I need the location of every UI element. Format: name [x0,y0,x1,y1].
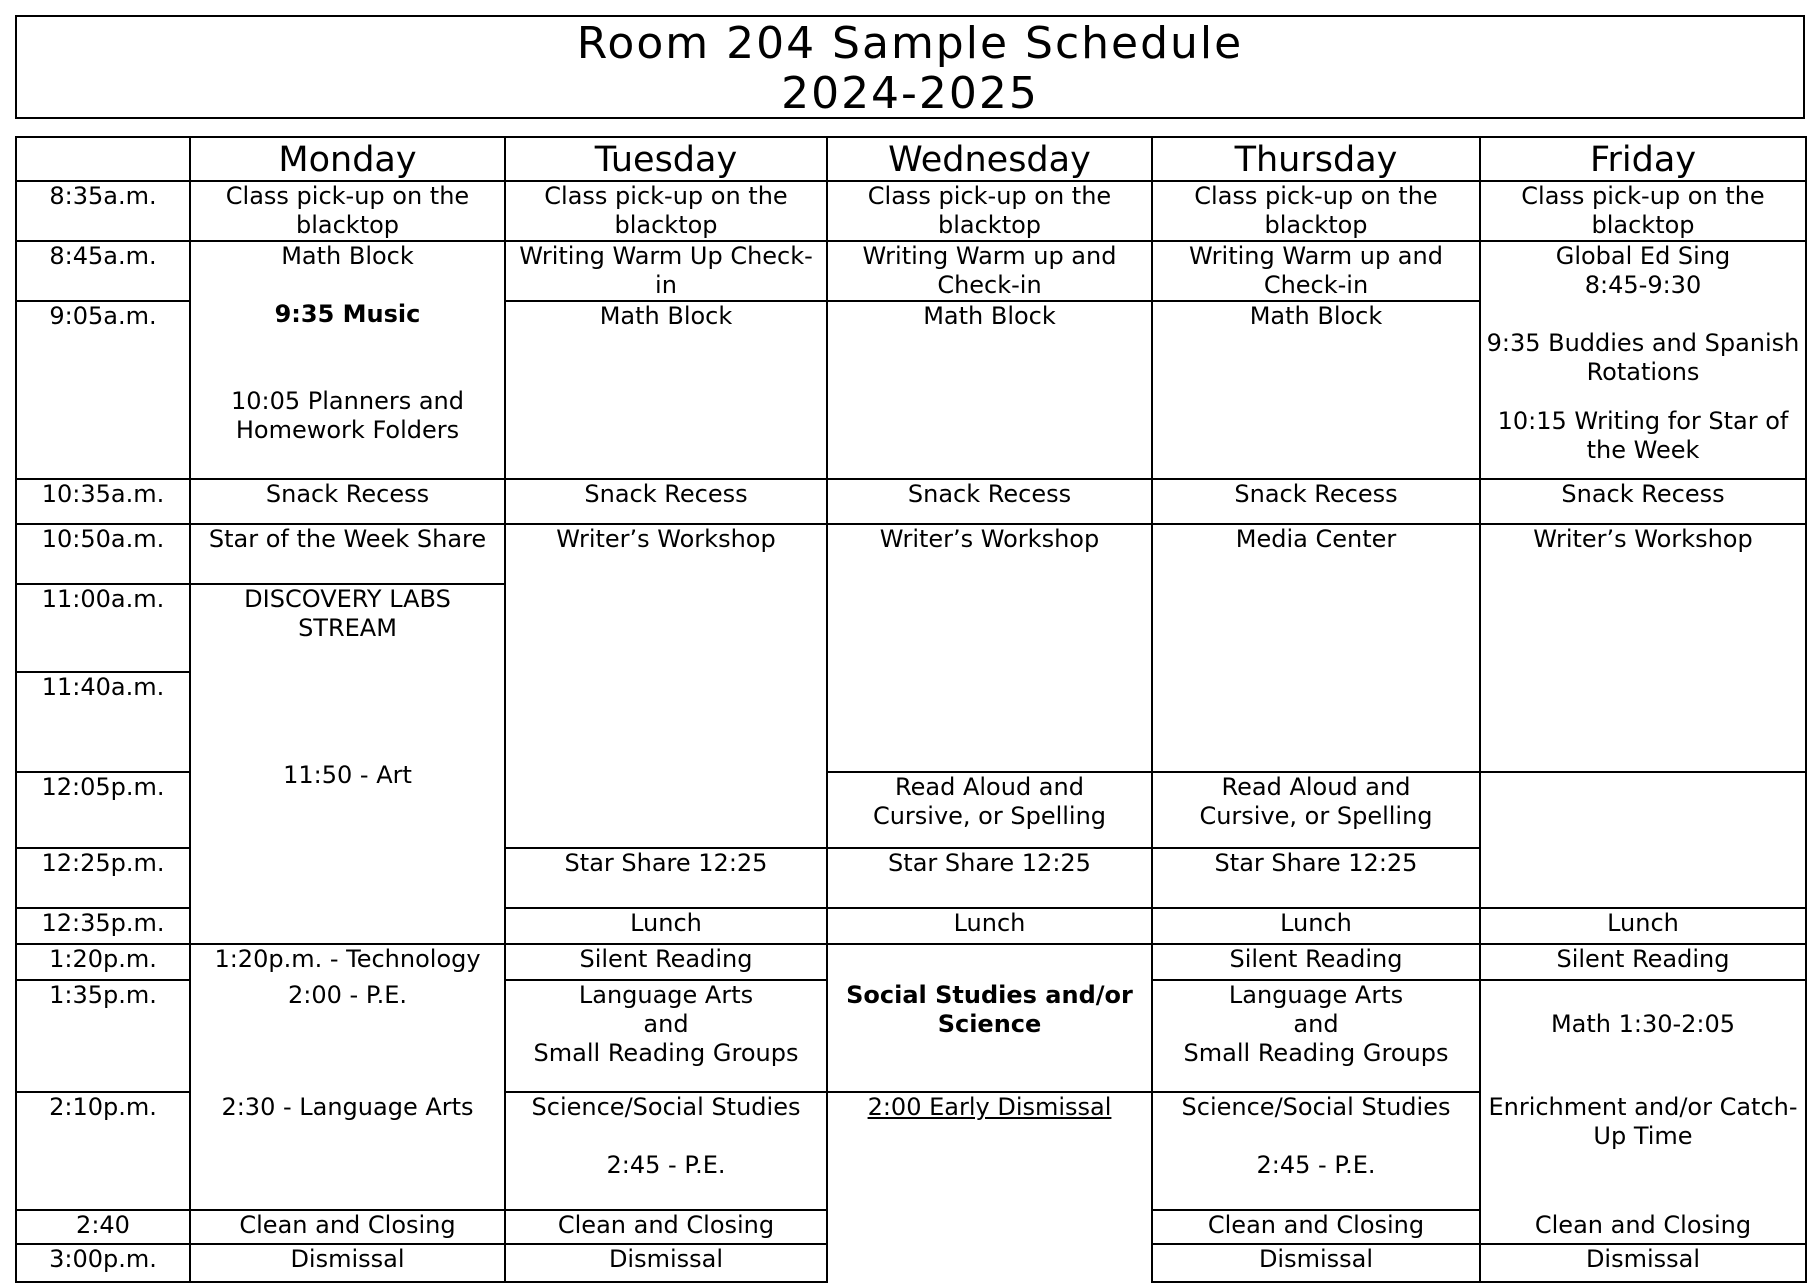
monday-pe: 2:00 - P.E. [288,981,407,1009]
tuesday-read-aloud-line2: Cursive, or Spelling [872,802,1107,831]
friday-global-ed-time: 8:45-9:30 [1584,271,1702,299]
monday-clean: Clean and Closing [190,1210,505,1244]
time-label: 2:40 [16,1210,190,1244]
monday-stream: STREAM [298,614,397,642]
thursday-dismissal: Dismissal [1152,1244,1480,1282]
monday-star: Star of the Week Share [190,524,505,584]
tuesday-pe: 2:45 - P.E. [606,1151,726,1179]
friday-clean: Clean and Closing [1480,1210,1806,1244]
thursday-pickup: Class pick-up on the blacktop [1152,181,1480,241]
monday-planners: 10:05 Planners and Homework Folders [231,387,464,444]
table-row [16,524,1806,584]
tuesday-read-aloud [827,772,1152,848]
time-label: 10:50a.m. [16,524,190,584]
wednesday-early-dismissal [827,1092,1152,1282]
friday-enrichment: Enrichment and/or Catch-Up Time [1488,1093,1798,1150]
friday-writing-star: 10:15 Writing for Star of the Week [1497,407,1789,464]
tuesday-science-text: Science/Social Studies [531,1093,801,1121]
tuesday-la-line2: and [643,1010,689,1038]
monday-snack: Snack Recess [190,479,505,524]
monday-pickup: Class pick-up on the blacktop [190,181,505,241]
wednesday-snack: Snack Recess [827,479,1152,524]
corner-cell [16,137,190,181]
thursday-star-share: Star Share 12:25 [1152,848,1480,908]
thursday-media-center: Media Center [1152,524,1480,772]
time-label: 1:35p.m. [16,980,190,1092]
time-label: 12:05p.m. [16,772,190,848]
time-label: 12:35p.m. [16,908,190,944]
friday-snack: Snack Recess [1480,479,1806,524]
wednesday-social-studies-text: Social Studies and/or Science [846,981,1133,1038]
wednesday-social-studies [827,944,1152,1092]
monday-art: 11:50 - Art [283,761,412,789]
time-label: 12:25p.m. [16,848,190,908]
thursday-language-arts [1152,980,1480,1092]
friday-dismissal: Dismissal [1480,1244,1806,1282]
tuesday-writers-workshop: Writer’s Workshop [505,524,827,848]
monday-afternoon-block [190,944,505,1092]
day-header-tuesday: Tuesday [505,137,827,181]
time-label: 8:35a.m. [16,181,190,241]
thursday-la-line1: Language Arts [1228,981,1404,1009]
monday-language-arts: 2:30 - Language Arts [190,1092,505,1210]
table-row [16,241,1806,301]
tuesday-snack: Snack Recess [505,479,827,524]
tuesday-science [505,1092,827,1210]
time-label: 11:00a.m. [16,584,190,672]
day-header-friday: Friday [1480,137,1806,181]
day-header-thursday: Thursday [1152,137,1480,181]
monday-lunch: Lunch [505,908,827,944]
monday-music: 9:35 Music [274,300,421,328]
friday-math [1480,980,1806,1210]
thursday-science [1152,1092,1480,1210]
time-label: 2:10p.m. [16,1092,190,1210]
tuesday-language-arts [505,980,827,1092]
tuesday-warmup: Writing Warm Up Check-in [505,241,827,301]
wednesday-lunch: Lunch [1152,908,1480,944]
time-label: 3:00p.m. [16,1244,190,1282]
thursday-warmup: Writing Warm up and Check-in [1152,241,1480,301]
monday-dismissal: Dismissal [190,1244,505,1282]
thursday-read-aloud [1152,772,1480,848]
thursday-silent-reading: Silent Reading [1152,944,1480,980]
weekly-schedule-table [15,136,1807,1283]
thursday-read-aloud-line2: Cursive, or Spelling [1199,802,1433,831]
wednesday-math: Math Block [827,301,1152,479]
friday-pickup: Class pick-up on the blacktop [1480,181,1806,241]
tuesday-read-aloud-line1: Read Aloud and [895,773,1084,802]
thursday-pe: 2:45 - P.E. [1256,1151,1376,1179]
wednesday-warmup: Writing Warm up and Check-in [827,241,1152,301]
thursday-science-text: Science/Social Studies [1181,1093,1451,1121]
friday-silent-reading: Silent Reading [1480,944,1806,980]
friday-morning-block [1480,241,1806,479]
thursday-clean: Clean and Closing [1152,1210,1480,1244]
day-header-wednesday: Wednesday [827,137,1152,181]
tuesday-pickup: Class pick-up on the blacktop [505,181,827,241]
friday-buddies: 9:35 Buddies and Spanish Rotations [1486,329,1800,386]
tuesday-silent-reading: Silent Reading [505,944,827,980]
thursday-la-line2: and [1293,1010,1339,1038]
monday-discovery-block [190,584,505,944]
time-label: 10:35a.m. [16,479,190,524]
wednesday-star-share: Star Share 12:25 [827,848,1152,908]
thursday-snack: Snack Recess [1152,479,1480,524]
friday-writers-workshop: Writer’s Workshop [1480,524,1806,772]
time-label [16,419,190,479]
tuesday-clean: Clean and Closing [505,1210,827,1244]
wednesday-pickup: Class pick-up on the blacktop [827,181,1152,241]
monday-math: Math Block [281,242,414,270]
time-label: 1:20p.m. [16,944,190,980]
table-row [16,181,1806,241]
school-year: 2024-2025 [781,68,1039,119]
tuesday-la-line1: Language Arts [578,981,754,1009]
schedule-title-box [15,15,1805,119]
header-row [16,137,1806,181]
table-row [16,944,1806,980]
time-label: 9:05a.m. [16,301,190,419]
schedule-title: Room 204 Sample Schedule [576,18,1244,69]
monday-technology: 1:20p.m. - Technology [214,945,481,973]
day-header-monday: Monday [190,137,505,181]
thursday-math: Math Block [1152,301,1480,479]
tuesday-math: Math Block [505,301,827,479]
monday-morning-block [190,241,505,479]
thursday-lunch: Lunch [1480,908,1806,944]
time-label: 11:40a.m. [16,672,190,772]
monday-discovery-labs: DISCOVERY LABS [244,585,451,613]
tuesday-lunch: Lunch [827,908,1152,944]
table-row [16,479,1806,524]
tuesday-star-share: Star Share 12:25 [505,848,827,908]
tuesday-la-line3: Small Reading Groups [533,1039,799,1067]
tuesday-dismissal: Dismissal [505,1244,827,1282]
friday-math-text: Math 1:30-2:05 [1550,1010,1736,1038]
wednesday-early-dismissal-text: 2:00 Early Dismissal [867,1093,1112,1121]
friday-global-ed: Global Ed Sing [1555,242,1731,270]
thursday-read-aloud-line1: Read Aloud and [1221,773,1411,802]
thursday-la-line3: Small Reading Groups [1183,1039,1449,1067]
wednesday-writers-workshop: Writer’s Workshop [827,524,1152,772]
time-label: 8:45a.m. [16,241,190,301]
